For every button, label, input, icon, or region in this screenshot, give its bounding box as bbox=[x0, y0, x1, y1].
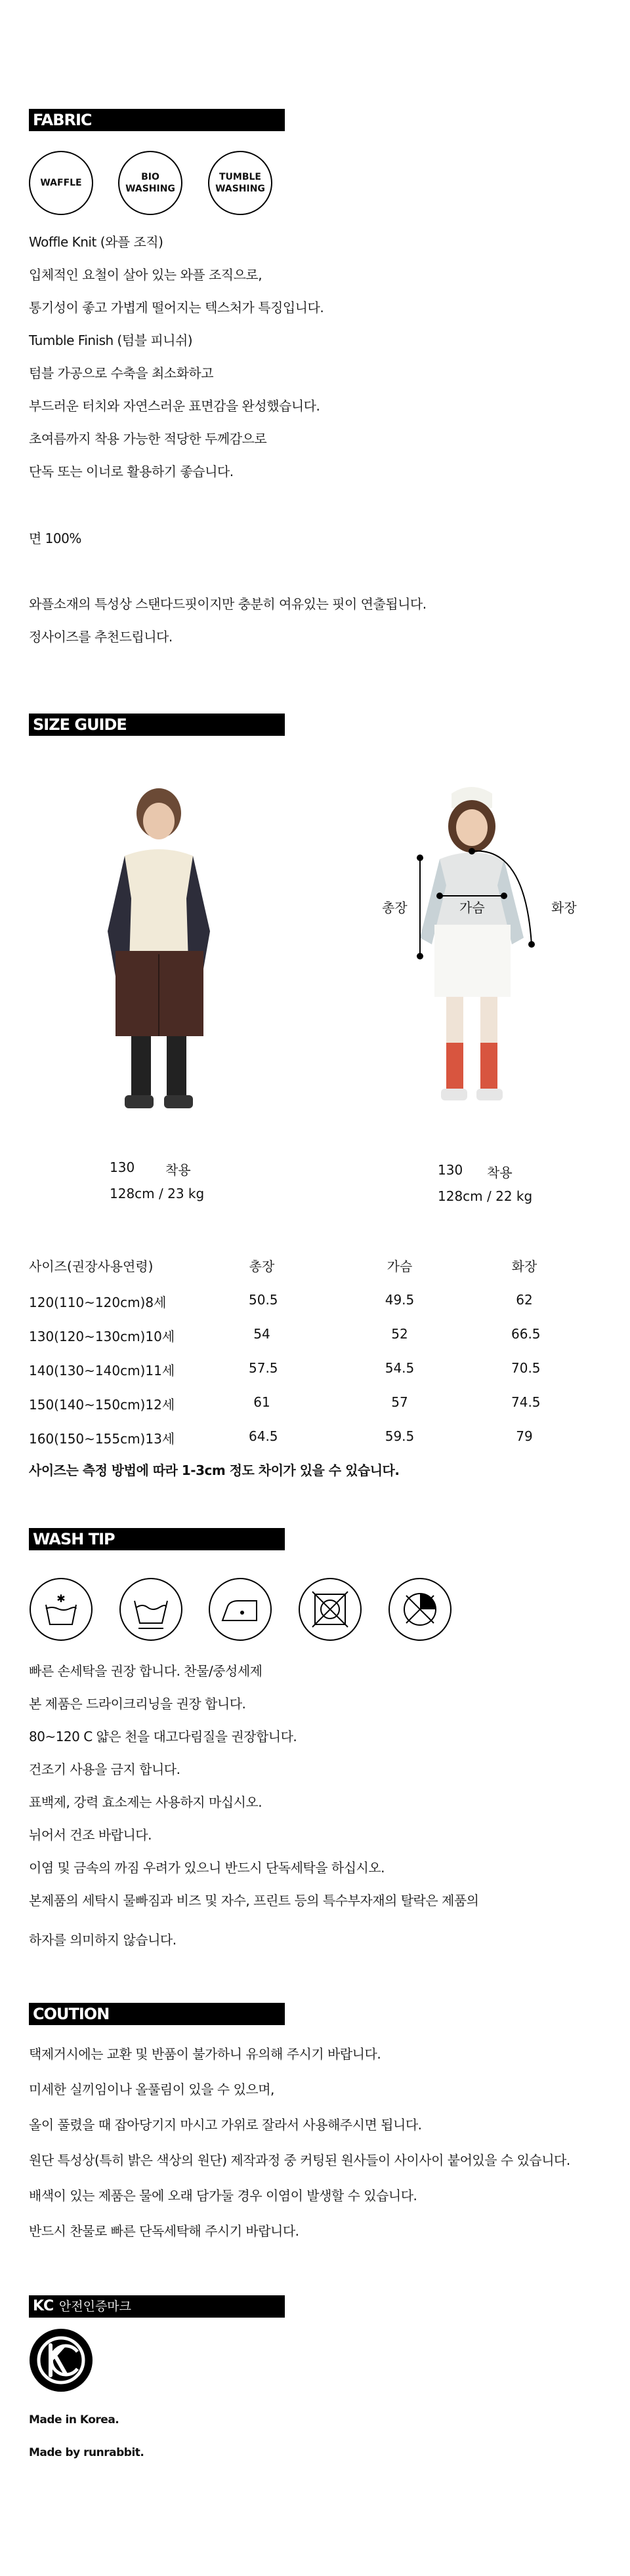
table-row: 130(120~130cm)10세 54 52 66.5 bbox=[29, 1326, 541, 1344]
coution-line: 미세한 실끼임이나 올풀림이 있을 수 있으며, bbox=[29, 2082, 274, 2097]
wash-line: 표백제, 강력 효소제는 사용하지 마십시오. bbox=[29, 1794, 262, 1810]
bio-washing-badge: BIO WASHING bbox=[118, 151, 182, 215]
fabric-line: 텀블 가공으로 수축을 최소화하고 bbox=[29, 365, 214, 381]
low-iron-icon bbox=[208, 1577, 272, 1641]
hand-wash-icon bbox=[29, 1577, 93, 1641]
fabric-line: 부드러운 터치와 자연스러운 표면감을 완성했습니다. bbox=[29, 398, 320, 414]
length-label: 총장 bbox=[381, 897, 409, 916]
size-table-header: 사이즈(권장사용연령) 총장 가슴 화장 bbox=[29, 1258, 537, 1274]
model-right-size: 130 bbox=[438, 1162, 463, 1178]
svg-text:✱: ✱ bbox=[56, 1592, 66, 1605]
fabric-line: 정사이즈를 추천드립니다. bbox=[29, 629, 173, 645]
model-photo-left bbox=[98, 787, 217, 1128]
fabric-composition: 면 100% bbox=[29, 531, 81, 546]
wash-tip-heading: WASH TIP bbox=[29, 1528, 285, 1550]
coution-line: 원단 특성상(특히 밝은 색상의 원단) 제작과정 중 커팅된 원사들이 사이사이 붙어있을 수 있습니다. bbox=[29, 2152, 570, 2168]
wash-line: 본제품의 세탁시 물빠짐과 비즈 및 자수, 프린트 등의 특수부자재의 탈락은 제품의 bbox=[29, 1893, 479, 1908]
kc-heading-prefix: KC bbox=[33, 2298, 54, 2314]
table-row: 150(140~150cm)12세 61 57 74.5 bbox=[29, 1394, 541, 1413]
model-left-spec: 128cm / 23 kg bbox=[110, 1186, 205, 1201]
fabric-line: 단독 또는 이너로 활용하기 좋습니다. bbox=[29, 464, 234, 479]
fabric-line: 통기성이 좋고 가볍게 떨어지는 텍스처가 특징입니다. bbox=[29, 300, 324, 315]
coution-line: 반드시 찬물로 빠른 단독세탁해 주시기 바랍니다. bbox=[29, 2223, 299, 2239]
made-in-text: Made in Korea. bbox=[29, 2413, 119, 2426]
wash-line: 뉘어서 건조 바랍니다. bbox=[29, 1827, 152, 1843]
wash-line: 80~120 C 얇은 천을 대고다림질을 권장합니다. bbox=[29, 1729, 297, 1744]
wash-line: 본 제품은 드라이크리닝을 권장 합니다. bbox=[29, 1696, 246, 1712]
tumble-washing-badge: TUMBLE WASHING bbox=[208, 151, 272, 215]
wash-line: 이염 및 금속의 까짐 우려가 있으니 반드시 단독세탁을 하십시오. bbox=[29, 1860, 385, 1876]
fabric-line: 와플소재의 특성상 스탠다드핏이지만 충분히 여유있는 핏이 연출됩니다. bbox=[29, 596, 427, 612]
size-note: 사이즈는 측정 방법에 따라 1-3cm 정도 차이가 있을 수 있습니다. bbox=[29, 1462, 400, 1478]
kc-heading bbox=[29, 2295, 285, 2318]
no-tumble-dry-icon bbox=[298, 1577, 362, 1641]
fabric-line: 입체적인 요철이 살아 있는 와플 조직으로, bbox=[29, 267, 262, 283]
sleeve-label: 화장 bbox=[551, 900, 577, 916]
wash-line: 건조기 사용을 금지 합니다. bbox=[29, 1761, 180, 1777]
coution-heading: COUTION bbox=[29, 2003, 285, 2025]
waffle-badge: WAFFLE bbox=[29, 151, 93, 215]
wash-line: 빠른 손세탁을 권장 합니다. 찬물/중성세제 bbox=[29, 1663, 262, 1679]
fabric-line: Tumble Finish (텀블 피니쉬) bbox=[29, 332, 193, 348]
coution-line: 택제거시에는 교환 및 반품이 불가하니 유의해 주시기 바랍니다. bbox=[29, 2046, 381, 2062]
wash-line: 하자를 의미하지 않습니다. bbox=[29, 1932, 177, 1948]
coution-line: 올이 풀렸을 때 잡아당기지 마시고 가위로 잘라서 사용해주시면 됩니다. bbox=[29, 2117, 422, 2133]
fabric-line: Woffle Knit (와플 조직) bbox=[29, 234, 163, 250]
gentle-wash-icon bbox=[119, 1577, 183, 1641]
kc-mark-icon bbox=[29, 2328, 93, 2392]
model-right-wear: 착용 bbox=[487, 1165, 513, 1180]
kc-heading-label: 안전인증마크 bbox=[58, 2299, 132, 2314]
table-row: 160(150~155cm)13세 64.5 59.5 79 bbox=[29, 1428, 533, 1447]
table-row: 120(110~120cm)8세 50.5 49.5 62 bbox=[29, 1292, 533, 1310]
made-by-text: Made by runrabbit. bbox=[29, 2446, 144, 2459]
fabric-heading: FABRIC bbox=[29, 109, 285, 131]
chest-label: 가슴 bbox=[459, 900, 485, 916]
model-left-wear: 착용 bbox=[165, 1162, 191, 1178]
model-left-size: 130 bbox=[110, 1159, 135, 1175]
size-guide-heading: SIZE GUIDE bbox=[29, 714, 285, 736]
model-photo-right bbox=[394, 780, 558, 1135]
coution-line: 배색이 있는 제품은 물에 오래 담가둘 경우 이염이 발생할 수 있습니다. bbox=[29, 2188, 417, 2204]
no-dry-clean-icon bbox=[388, 1577, 452, 1641]
model-right-spec: 128cm / 22 kg bbox=[438, 1188, 533, 1204]
table-row: 140(130~140cm)11세 57.5 54.5 70.5 bbox=[29, 1360, 541, 1379]
fabric-line: 초여름까지 착용 가능한 적당한 두께감으로 bbox=[29, 431, 267, 447]
